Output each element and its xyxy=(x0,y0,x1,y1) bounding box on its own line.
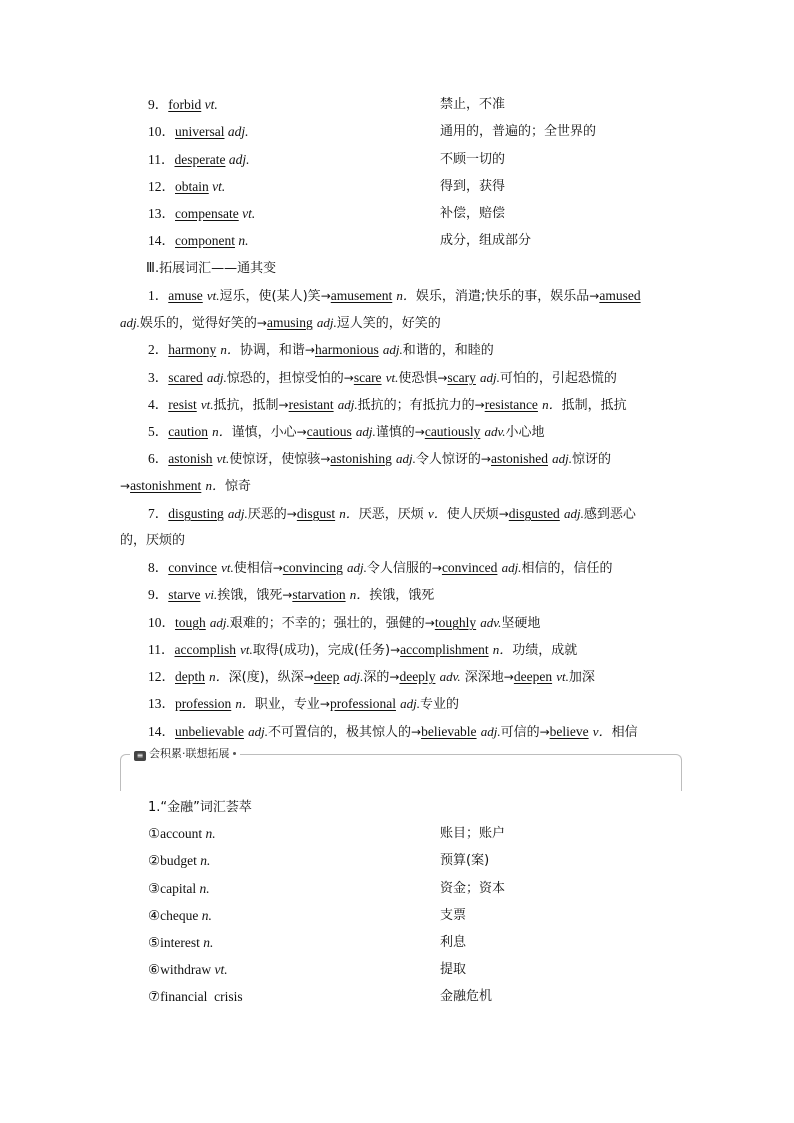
arrow-icon: → xyxy=(589,289,600,303)
part-of-speech: vt. xyxy=(221,560,234,575)
part-of-speech: vt. xyxy=(240,642,253,657)
part-of-speech: n． xyxy=(212,424,232,439)
ext-meaning: 逗人笑的，好笑的 xyxy=(336,316,441,331)
item-number: ① xyxy=(148,826,161,841)
part-of-speech: v． xyxy=(592,724,612,739)
item-number: 9． xyxy=(148,587,169,602)
arrow-icon: → xyxy=(272,561,283,575)
ext-meaning: 使恐惧 xyxy=(398,371,438,386)
item-number: 5． xyxy=(148,424,169,439)
vocab-word: forbid xyxy=(168,97,202,112)
part-of-speech: n． xyxy=(209,669,229,684)
part-of-speech: n． xyxy=(492,642,513,657)
vocab-word: obtain xyxy=(175,179,209,194)
ext-word: astonishing xyxy=(330,451,392,466)
ext-item xyxy=(148,395,627,416)
ext-meaning: 挨饿，饿死 xyxy=(217,588,283,603)
arrow-icon: → xyxy=(431,561,442,575)
finance-word: account xyxy=(160,826,203,841)
ext-meaning: 娱乐，消遣;快乐的事，娱乐品 xyxy=(415,289,590,304)
part-of-speech: adj. xyxy=(480,724,501,739)
vocab-meaning: 得到，获得 xyxy=(440,179,506,194)
part-of-speech: vi. xyxy=(204,587,218,602)
ext-meaning: 惊奇 xyxy=(224,479,251,494)
ext-word: believe xyxy=(549,724,589,739)
item-number: 10． xyxy=(148,615,175,630)
item-number: ② xyxy=(148,853,161,868)
ext-item xyxy=(148,504,636,525)
part-of-speech: n． xyxy=(339,506,359,521)
item-number: 9． xyxy=(148,97,169,112)
item-number: 12． xyxy=(148,669,175,684)
part-of-speech: vt. xyxy=(556,669,569,684)
arrow-icon: → xyxy=(319,697,330,711)
ext-word: scary xyxy=(447,370,476,385)
arrow-icon: → xyxy=(120,479,131,493)
vocab-item xyxy=(148,177,225,197)
part-of-speech: adj. xyxy=(337,397,358,412)
finance-word: interest xyxy=(160,935,200,950)
part-of-speech: n. xyxy=(199,881,210,896)
finance-item xyxy=(148,933,213,953)
ext-word: deep xyxy=(313,669,340,684)
item-number: 2． xyxy=(148,342,169,357)
part-of-speech: n. xyxy=(200,853,211,868)
part-of-speech: vt. xyxy=(212,179,226,194)
part-of-speech: vt. xyxy=(242,206,256,221)
ext-word: astonish xyxy=(168,451,213,466)
section-heading: Ⅲ.拓展词汇——通其变 xyxy=(146,261,277,276)
ext-meaning: 职业，专业 xyxy=(254,697,320,712)
part-of-speech: n． xyxy=(220,342,240,357)
ext-meaning: 抵制，抵抗 xyxy=(561,398,627,413)
ext-word: believable xyxy=(421,724,477,739)
arrow-icon: → xyxy=(278,398,289,412)
ext-word: astonishment xyxy=(130,478,202,493)
ext-meaning: 深(度)，纵深 xyxy=(228,670,304,685)
ext-meaning: 逗乐，使(某人)笑 xyxy=(219,289,321,304)
dot-icon xyxy=(233,752,236,755)
ext-meaning: 使惊讶，使惊骇 xyxy=(229,452,321,467)
vocab-meaning: 禁止，不准 xyxy=(440,97,506,112)
part-of-speech: vt. xyxy=(216,451,230,466)
part-of-speech: n． xyxy=(205,478,225,493)
part-of-speech: adv. xyxy=(439,669,461,684)
ext-item-continued xyxy=(120,313,441,334)
ext-meaning: 小心地 xyxy=(505,425,545,440)
ext-word: deepen xyxy=(513,669,553,684)
item-number: ⑦ xyxy=(148,989,161,1004)
item-number: 4． xyxy=(148,397,169,412)
ext-word: accomplishment xyxy=(400,642,489,657)
finance-word: financial crisis xyxy=(160,989,243,1004)
box-title-text: 会积累·联想拓展 xyxy=(149,747,230,760)
part-of-speech: n． xyxy=(349,587,370,602)
ext-word: resistant xyxy=(288,397,334,412)
arrow-icon: → xyxy=(480,452,491,466)
ext-word: disgust xyxy=(296,506,336,521)
part-of-speech: n． xyxy=(542,397,562,412)
ext-meaning: 厌恶的 xyxy=(247,507,287,522)
ext-meaning: 坚硬地 xyxy=(501,616,541,631)
ext-item xyxy=(148,613,540,634)
part-of-speech: vt. xyxy=(200,397,214,412)
ext-word: scare xyxy=(353,370,382,385)
item-number: 8． xyxy=(148,560,169,575)
vocab-word: desperate xyxy=(174,152,226,167)
arrow-icon: → xyxy=(437,371,448,385)
arrow-icon: → xyxy=(343,371,354,385)
arrow-icon: → xyxy=(256,316,267,330)
item-number: 6． xyxy=(148,451,169,466)
finance-meaning: 账目；账户 xyxy=(440,826,506,841)
ext-meaning: 挨饿，饿死 xyxy=(369,588,435,603)
ext-word: astonished xyxy=(490,451,548,466)
vocab-meaning: 成分，组成部分 xyxy=(440,233,532,248)
part-of-speech: vt. xyxy=(214,962,228,977)
part-of-speech: adj. xyxy=(316,315,337,330)
ext-meaning: 取得(成功)，完成(任务) xyxy=(252,643,391,658)
part-of-speech: n. xyxy=(238,233,249,248)
finance-word: cheque xyxy=(160,908,199,923)
ext-word: unbelievable xyxy=(175,724,244,739)
arrow-icon: → xyxy=(539,725,550,739)
ext-meaning: 的，厌烦的 xyxy=(120,533,186,548)
ext-word: tough xyxy=(175,615,206,630)
ext-word: amusing xyxy=(266,315,313,330)
ext-item xyxy=(148,286,641,307)
ext-meaning: 协调，和谐 xyxy=(239,343,305,358)
item-number: ⑤ xyxy=(148,935,161,950)
part-of-speech: adj. xyxy=(227,124,249,139)
part-of-speech: adv. xyxy=(480,615,502,630)
ext-word: toughly xyxy=(434,615,477,630)
ext-meaning: 令人信服的 xyxy=(366,561,432,576)
ext-word: resist xyxy=(168,397,197,412)
ext-word: starve xyxy=(168,587,201,602)
arrow-icon: → xyxy=(424,616,435,630)
part-of-speech: adj. xyxy=(400,696,420,711)
arrow-icon: → xyxy=(498,507,509,521)
part-of-speech: adj. xyxy=(120,315,140,330)
ext-meaning: 使相信 xyxy=(233,561,273,576)
item-number: 3． xyxy=(148,370,169,385)
part-of-speech: adj. xyxy=(480,370,500,385)
part-of-speech: adj. xyxy=(396,451,416,466)
ext-word: harmonious xyxy=(314,342,379,357)
part-of-speech: adv. xyxy=(484,424,506,439)
finance-heading: 1.“金融”词汇荟萃 xyxy=(148,800,252,815)
vocab-meaning: 通用的，普遍的；全世界的 xyxy=(440,124,597,139)
finance-item xyxy=(148,851,210,871)
ext-word: accomplish xyxy=(174,642,236,657)
ext-word: scared xyxy=(168,370,203,385)
item-number: 12． xyxy=(148,179,175,194)
finance-word: withdraw xyxy=(160,962,212,977)
ext-word: convincing xyxy=(282,560,343,575)
vocab-item xyxy=(148,204,255,224)
arrow-icon: → xyxy=(282,588,293,602)
part-of-speech: vt. xyxy=(385,370,399,385)
list-icon: ≡ xyxy=(134,751,146,761)
ext-word: disgusting xyxy=(168,506,224,521)
ext-word: cautiously xyxy=(424,424,481,439)
item-number: 11． xyxy=(148,642,175,657)
part-of-speech: adj. xyxy=(248,724,268,739)
arrow-icon: → xyxy=(320,452,331,466)
ext-word: caution xyxy=(168,424,208,439)
ext-item xyxy=(148,558,612,579)
ext-word: disgusted xyxy=(508,506,560,521)
ext-meaning: 相信 xyxy=(611,725,638,740)
vocab-item xyxy=(148,231,249,251)
finance-item xyxy=(148,960,228,980)
ext-meaning: 功绩，成就 xyxy=(512,643,578,658)
item-number: 11． xyxy=(148,152,175,167)
item-number: 14． xyxy=(148,724,175,739)
ext-meaning: 相信的，信任的 xyxy=(521,561,613,576)
arrow-icon: → xyxy=(320,289,331,303)
ext-item xyxy=(148,340,494,361)
part-of-speech: vt. xyxy=(206,288,220,303)
vocab-word: component xyxy=(175,233,235,248)
ext-meaning: 抵抗的；有抵抗力的 xyxy=(357,398,475,413)
ext-item xyxy=(148,449,611,470)
item-number: 13． xyxy=(148,206,175,221)
vocab-meaning: 补偿，赔偿 xyxy=(440,206,506,221)
finance-item xyxy=(148,879,210,899)
ext-item xyxy=(148,585,434,606)
finance-item xyxy=(148,906,212,926)
ext-word: amused xyxy=(599,288,641,303)
ext-meaning: 娱乐的，觉得好笑的 xyxy=(139,316,257,331)
ext-meaning: 和谐的，和睦的 xyxy=(402,343,494,358)
item-number: 14． xyxy=(148,233,175,248)
part-of-speech: n． xyxy=(396,288,416,303)
finance-word: capital xyxy=(160,881,197,896)
ext-meaning: 深深地 xyxy=(460,670,504,685)
part-of-speech: n． xyxy=(235,696,255,711)
ext-meaning: 加深 xyxy=(568,670,595,685)
ext-word: cautious xyxy=(306,424,352,439)
finance-meaning: 预算(案) xyxy=(440,853,490,868)
vocab-word: compensate xyxy=(175,206,239,221)
part-of-speech: adj. xyxy=(552,451,572,466)
ext-word: amuse xyxy=(168,288,203,303)
ext-word: depth xyxy=(175,669,205,684)
ext-word: professional xyxy=(329,696,396,711)
part-of-speech: adj. xyxy=(228,152,250,167)
part-of-speech: n. xyxy=(203,935,214,950)
part-of-speech: n. xyxy=(201,908,212,923)
arrow-icon: → xyxy=(414,425,425,439)
ext-meaning: 使人厌烦 xyxy=(446,507,499,522)
ext-meaning: 深的 xyxy=(363,670,390,685)
item-number: ③ xyxy=(148,881,161,896)
ext-item xyxy=(148,368,617,389)
ext-word: convince xyxy=(168,560,217,575)
arrow-icon: → xyxy=(286,507,297,521)
box-title xyxy=(130,746,240,762)
ext-meaning: 惊恐的，担惊受怕的 xyxy=(226,371,344,386)
part-of-speech: n. xyxy=(205,826,216,841)
ext-word: harmony xyxy=(168,342,217,357)
item-number: 10． xyxy=(148,124,175,139)
part-of-speech: adj. xyxy=(209,615,230,630)
part-of-speech: adj. xyxy=(346,560,367,575)
ext-word: deeply xyxy=(399,669,436,684)
vocab-item xyxy=(148,95,218,115)
ext-meaning: 惊讶的 xyxy=(572,452,612,467)
part-of-speech: adj. xyxy=(382,342,403,357)
ext-word: profession xyxy=(175,696,232,711)
finance-meaning: 金融危机 xyxy=(440,989,493,1004)
finance-meaning: 利息 xyxy=(440,935,467,950)
ext-meaning: 感到恶心 xyxy=(583,507,636,522)
item-number: 13． xyxy=(148,696,175,711)
ext-meaning: 艰难的；不幸的；强壮的，强健的 xyxy=(229,616,425,631)
ext-word: starvation xyxy=(292,587,346,602)
ext-word: convinced xyxy=(441,560,498,575)
ext-item xyxy=(148,422,545,443)
ext-item-continued xyxy=(120,476,251,497)
ext-item xyxy=(148,694,459,715)
arrow-icon: → xyxy=(296,425,307,439)
ext-meaning: 可信的 xyxy=(500,725,540,740)
finance-word: budget xyxy=(160,853,197,868)
part-of-speech: adj. xyxy=(227,506,248,521)
arrow-icon: → xyxy=(503,670,514,684)
item-number: 7． xyxy=(148,506,169,521)
arrow-icon: → xyxy=(390,643,401,657)
ext-meaning: 可怕的，引起恐慌的 xyxy=(499,371,617,386)
item-number: ⑥ xyxy=(148,962,161,977)
part-of-speech: v． xyxy=(427,506,447,521)
finance-meaning: 支票 xyxy=(440,908,467,923)
finance-item xyxy=(148,987,243,1007)
arrow-icon: → xyxy=(389,670,400,684)
finance-meaning: 提取 xyxy=(440,962,467,977)
part-of-speech: adj. xyxy=(343,669,364,684)
ext-meaning: 谨慎的 xyxy=(375,425,415,440)
vocab-item xyxy=(148,150,249,170)
ext-meaning: 抵抗，抵制 xyxy=(213,398,279,413)
vocab-item xyxy=(148,122,249,142)
item-number: 1． xyxy=(148,288,169,303)
ext-word: amusement xyxy=(330,288,393,303)
finance-item xyxy=(148,824,216,844)
ext-meaning: 令人惊讶的 xyxy=(415,452,481,467)
part-of-speech: adj. xyxy=(355,424,376,439)
ext-item-continued xyxy=(120,531,185,551)
ext-meaning: 不可置信的，极其惊人的 xyxy=(268,725,412,740)
ext-item xyxy=(148,722,638,743)
finance-meaning: 资金；资本 xyxy=(440,881,506,896)
ext-word: resistance xyxy=(484,397,538,412)
arrow-icon: → xyxy=(303,670,314,684)
part-of-speech: adj. xyxy=(563,506,584,521)
ext-meaning: 专业的 xyxy=(419,697,459,712)
arrow-icon: → xyxy=(474,398,485,412)
arrow-icon: → xyxy=(304,343,315,357)
arrow-icon: → xyxy=(411,725,422,739)
part-of-speech: adj. xyxy=(206,370,227,385)
vocab-meaning: 不顾一切的 xyxy=(440,152,506,167)
ext-item xyxy=(148,667,595,688)
item-number: ④ xyxy=(148,908,161,923)
ext-meaning: 谨慎，小心 xyxy=(231,425,297,440)
part-of-speech: vt. xyxy=(204,97,218,112)
ext-item xyxy=(148,640,577,661)
ext-meaning: 厌恶，厌烦 xyxy=(358,507,424,522)
part-of-speech: adj. xyxy=(501,560,522,575)
vocab-word: universal xyxy=(175,124,225,139)
